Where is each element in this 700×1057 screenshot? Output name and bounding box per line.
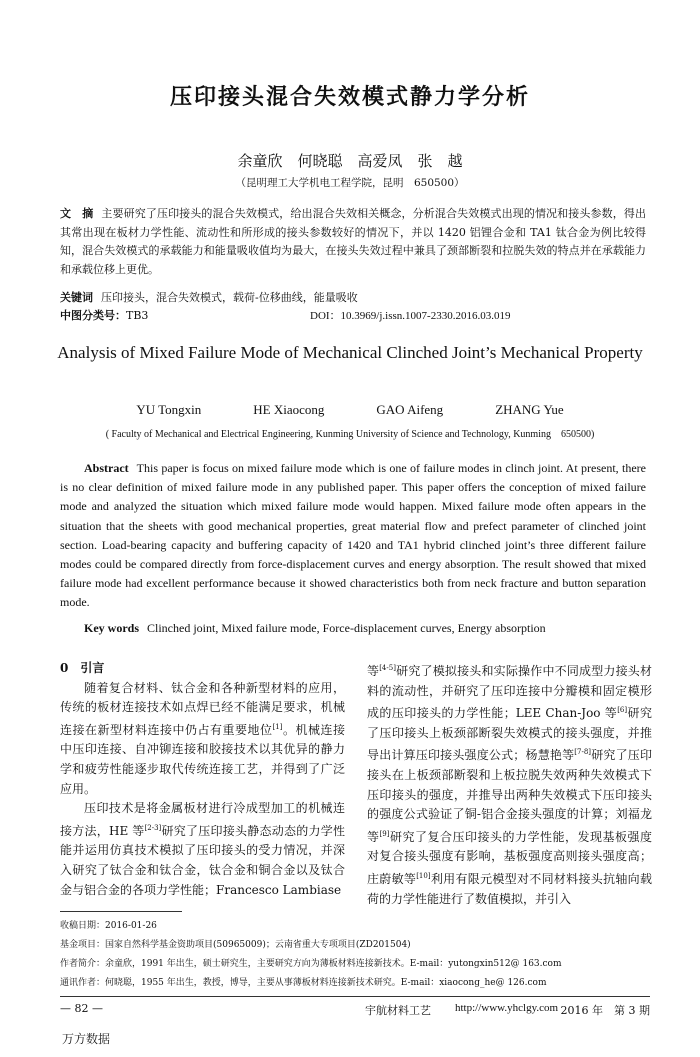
keywords-en-label: Key words (84, 621, 139, 635)
body-right-column (367, 659, 652, 909)
journal-url: http://www.yhclgy.com (455, 1002, 559, 1014)
classification (60, 307, 646, 326)
affiliation-cn: （昆明理工大学机电工程学院，昆明 650500） (235, 177, 465, 189)
author-en-4: ZHANG Yue (495, 402, 564, 417)
watermark: 万方数据 (62, 1032, 111, 1046)
abstract-cn (60, 205, 646, 279)
abstract-en (60, 459, 646, 613)
paper-title-en: Analysis of Mixed Failure Mode of Mechanical Clinched Joint’s Mechanical Property (57, 343, 643, 362)
intro-paragraph-continued: 等[4-5]研究了模拟接头和实际操作中不同成型力接头材料的流动性，并研究了压印连接中分瓣模和固定模形成的压印接头的力学性能；LEE Chan-Joo 等[6]研究了压印接头上板颈部断裂失效模式的接头强度，并推导出计算压印接头强度公式；杨慧艳等[7-8]研究了压印接头在上板颈部断裂和上板拉脱失效两种失效模式下压印接头的强度，并推导出两种失效模式下压印接头的强度公式验证了铜-铝合金接头强度的计算；刘福龙等[9]研究了复合压印接头的力学性能，发现基板强度对复合接头强度有影响，基板强度高则接头强度高；庄蔚敏等[10]利用有限元模型对不同材料接头抗轴向载荷的力学性能进行了数值模拟，并引入 (367, 664, 652, 906)
journal-name: 宇航材料工艺 (365, 1004, 431, 1017)
footnote-fund: 基金项目：国家自然科学基金资助项目(50965009)；云南省重大专项项目(ZD201504) (60, 940, 411, 950)
footnote-received: 收稿日期：2016-01-26 (60, 921, 157, 931)
keywords-en (60, 619, 646, 638)
author-en-2: HE Xiaocong (253, 402, 325, 417)
issue-info: 2016 年 第 3 期 (560, 1004, 650, 1017)
paper-title-cn: 压印接头混合失效模式静力学分析 (169, 84, 530, 110)
footer-rule (60, 996, 650, 997)
abstract-en-text: This paper is focus on mixed failure mode which is one of failure modes in clinch joint. At present, there is no clear definition of mixed failure mode in any published paper. This paper offers the conception of mixed failure mode and analyzed the situation which mixed failure mode would happen. Mixed failure mode often appears in the situation that the sheets with good mechanical properties, great material flow and prefect parameter of clinched joint section. Load-bearing capacity and buffering capacity of 1420 and TA1 hybrid clinched joint’s three different failure modes could be compared directly from force-displacement curves and energy absorption. The result showed that mixed failure mode had excellent performance because it showed characteristics both from neck fracture and button separation mode. (60, 461, 646, 610)
page-number: — 82 — (60, 1002, 103, 1015)
authors-cn: 余童欣 何晓聪 高爱凤 张 越 (237, 152, 463, 170)
classification-code: TB3 (126, 309, 149, 322)
intro-paragraph-1: 随着复合材料、钛合金和各种新型材料的应用，传统的板材连接技术如点焊已经不能满足要求，机械连接在新型材料连接中仍占有重要地位[1]。机械连接中压印连接、自冲铆连接和胶接技术以其优异的静力学和疲劳性能逐步取代传统连接工艺，并得到了广泛应用。 (60, 680, 345, 796)
authors-en (0, 402, 700, 418)
footnotes (60, 917, 650, 993)
author-en-3: GAO Aifeng (376, 402, 444, 417)
keywords-cn-label: 关键词 (60, 291, 93, 304)
author-en-1: YU Tongxin (136, 402, 202, 417)
keywords-cn-text: 压印接头，混合失效模式，载荷-位移曲线，能量吸收 (101, 291, 358, 304)
keywords-cn (60, 289, 646, 308)
footnote-author: 作者简介：余童欣，1991 年出生，硕士研究生，主要研究方向为薄板材料连接新技术。E-mail：yutongxin512@ 163.com (60, 959, 562, 969)
keywords-en-text: Clinched joint, Mixed failure mode, Force-displacement curves, Energy absorption (147, 621, 546, 635)
body-left-column (60, 659, 345, 900)
section-heading: 0 引言 (60, 661, 105, 675)
footnote-rule (60, 911, 182, 912)
footnote-corresponding: 通讯作者：何晓聪，1955 年出生，教授，博导，主要从事薄板材料连接新技术研究。E-mail：xiaocong_he@ 126.com (60, 978, 547, 988)
intro-paragraph-2: 压印技术是将金属板材进行冷成型加工的机械连接方法，HE 等[2-3]研究了压印接头静态动态的力学性能并运用仿真技术模拟了压印接头的受力情况，并深入研究了钛合金和钛合金，钛合金和铜合金以及钛合金与铝合金的各项力学性能；Francesco Lambiase (60, 801, 345, 897)
classification-label: 中图分类号： (60, 309, 126, 322)
abstract-cn-text: 主要研究了压印接头的混合失效模式，给出混合失效相关概念，分析混合失效模式出现的情况和接头参数，得出其常出现在板材力学性能、流动性和所形成的接头参数较好的情况下，并以 1420 铝锂合金和 TA1 钛合金为例比较得知，混合失效模式的承载能力和能量吸收值均为最大，在接头失效过程中兼具了颈部断裂和拉脱失效的特点并在承载能力和承载位移上更优。 (60, 207, 647, 276)
abstract-cn-label: 文 摘 (60, 207, 94, 220)
abstract-en-label: Abstract (84, 461, 129, 475)
doi: DOI：10.3969/j.issn.1007-2330.2016.03.019 (310, 310, 511, 322)
affiliation-en: ( Faculty of Mechanical and Electrical Engineering, Kunming University of Science and Technology, Kunming 650500) (105, 429, 595, 440)
